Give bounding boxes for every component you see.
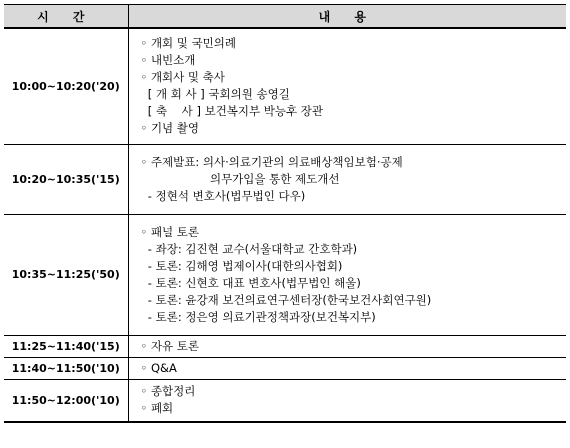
table-row [4,28,566,144]
content-line: - 토론: 김해영 법제이사(대한의사협회) [140,258,343,273]
content-line: ◦ 패널 토론 [140,224,200,239]
time-cell: 11:25~11:40('15) [4,335,128,357]
time-cell: 10:35~11:25('50) [4,214,128,335]
content-cell [128,357,566,379]
content-line: ◦ Q&A [140,360,177,375]
content-line: - 토론: 정은영 의료기관정책과장(보건복지부) [140,309,376,324]
content-line: ◦ 개회사 및 축사 [140,70,225,85]
time-cell: 10:20~10:35('15) [4,144,128,214]
table-row [4,379,566,422]
time-cell: 10:00~10:20('20) [4,28,128,144]
table-row [4,144,566,214]
content-line: - 정현석 변호사(법무법인 다우) [140,188,306,203]
header-row [4,5,566,29]
table-row [4,335,566,357]
time-cell: 11:40~11:50('10) [4,357,128,379]
content-cell [128,144,566,214]
time-header: 시 간 [4,5,128,29]
time-cell: 11:50~12:00('10) [4,379,128,422]
schedule-table [4,4,566,423]
content-header: 내 용 [128,5,566,29]
content-line: - 좌장: 김진현 교수(서울대학교 간호학과) [140,241,358,256]
table-row [4,214,566,335]
content-line: ◦ 자유 토론 [140,338,200,353]
content-line: - 토론: 신현호 대표 변호사(법무법인 해울) [140,275,361,290]
content-cell [128,379,566,422]
content-line: ◦ 폐회 [140,401,174,416]
content-cell [128,214,566,335]
content-line: [ 축 사 ] 보건복지부 박능후 장관 [140,104,323,119]
content-line: ◦ 주제발표: 의사·의료기관의 의료배상책임보험·공제 [140,154,403,169]
content-line: ◦ 기념 촬영 [140,121,200,136]
content-line: [ 개 회 사 ] 국회의원 송영길 [140,87,290,102]
content-line: 의무가입을 통한 제도개선 [140,171,340,186]
content-cell [128,28,566,144]
content-line: ◦ 종합정리 [140,384,196,399]
content-line: - 토론: 윤강재 보건의료연구센터장(한국보건사회연구원) [140,292,432,307]
table-row [4,357,566,379]
content-cell [128,335,566,357]
content-line: ◦ 개회 및 국민의례 [140,36,237,51]
content-line: ◦ 내빈소개 [140,53,196,68]
